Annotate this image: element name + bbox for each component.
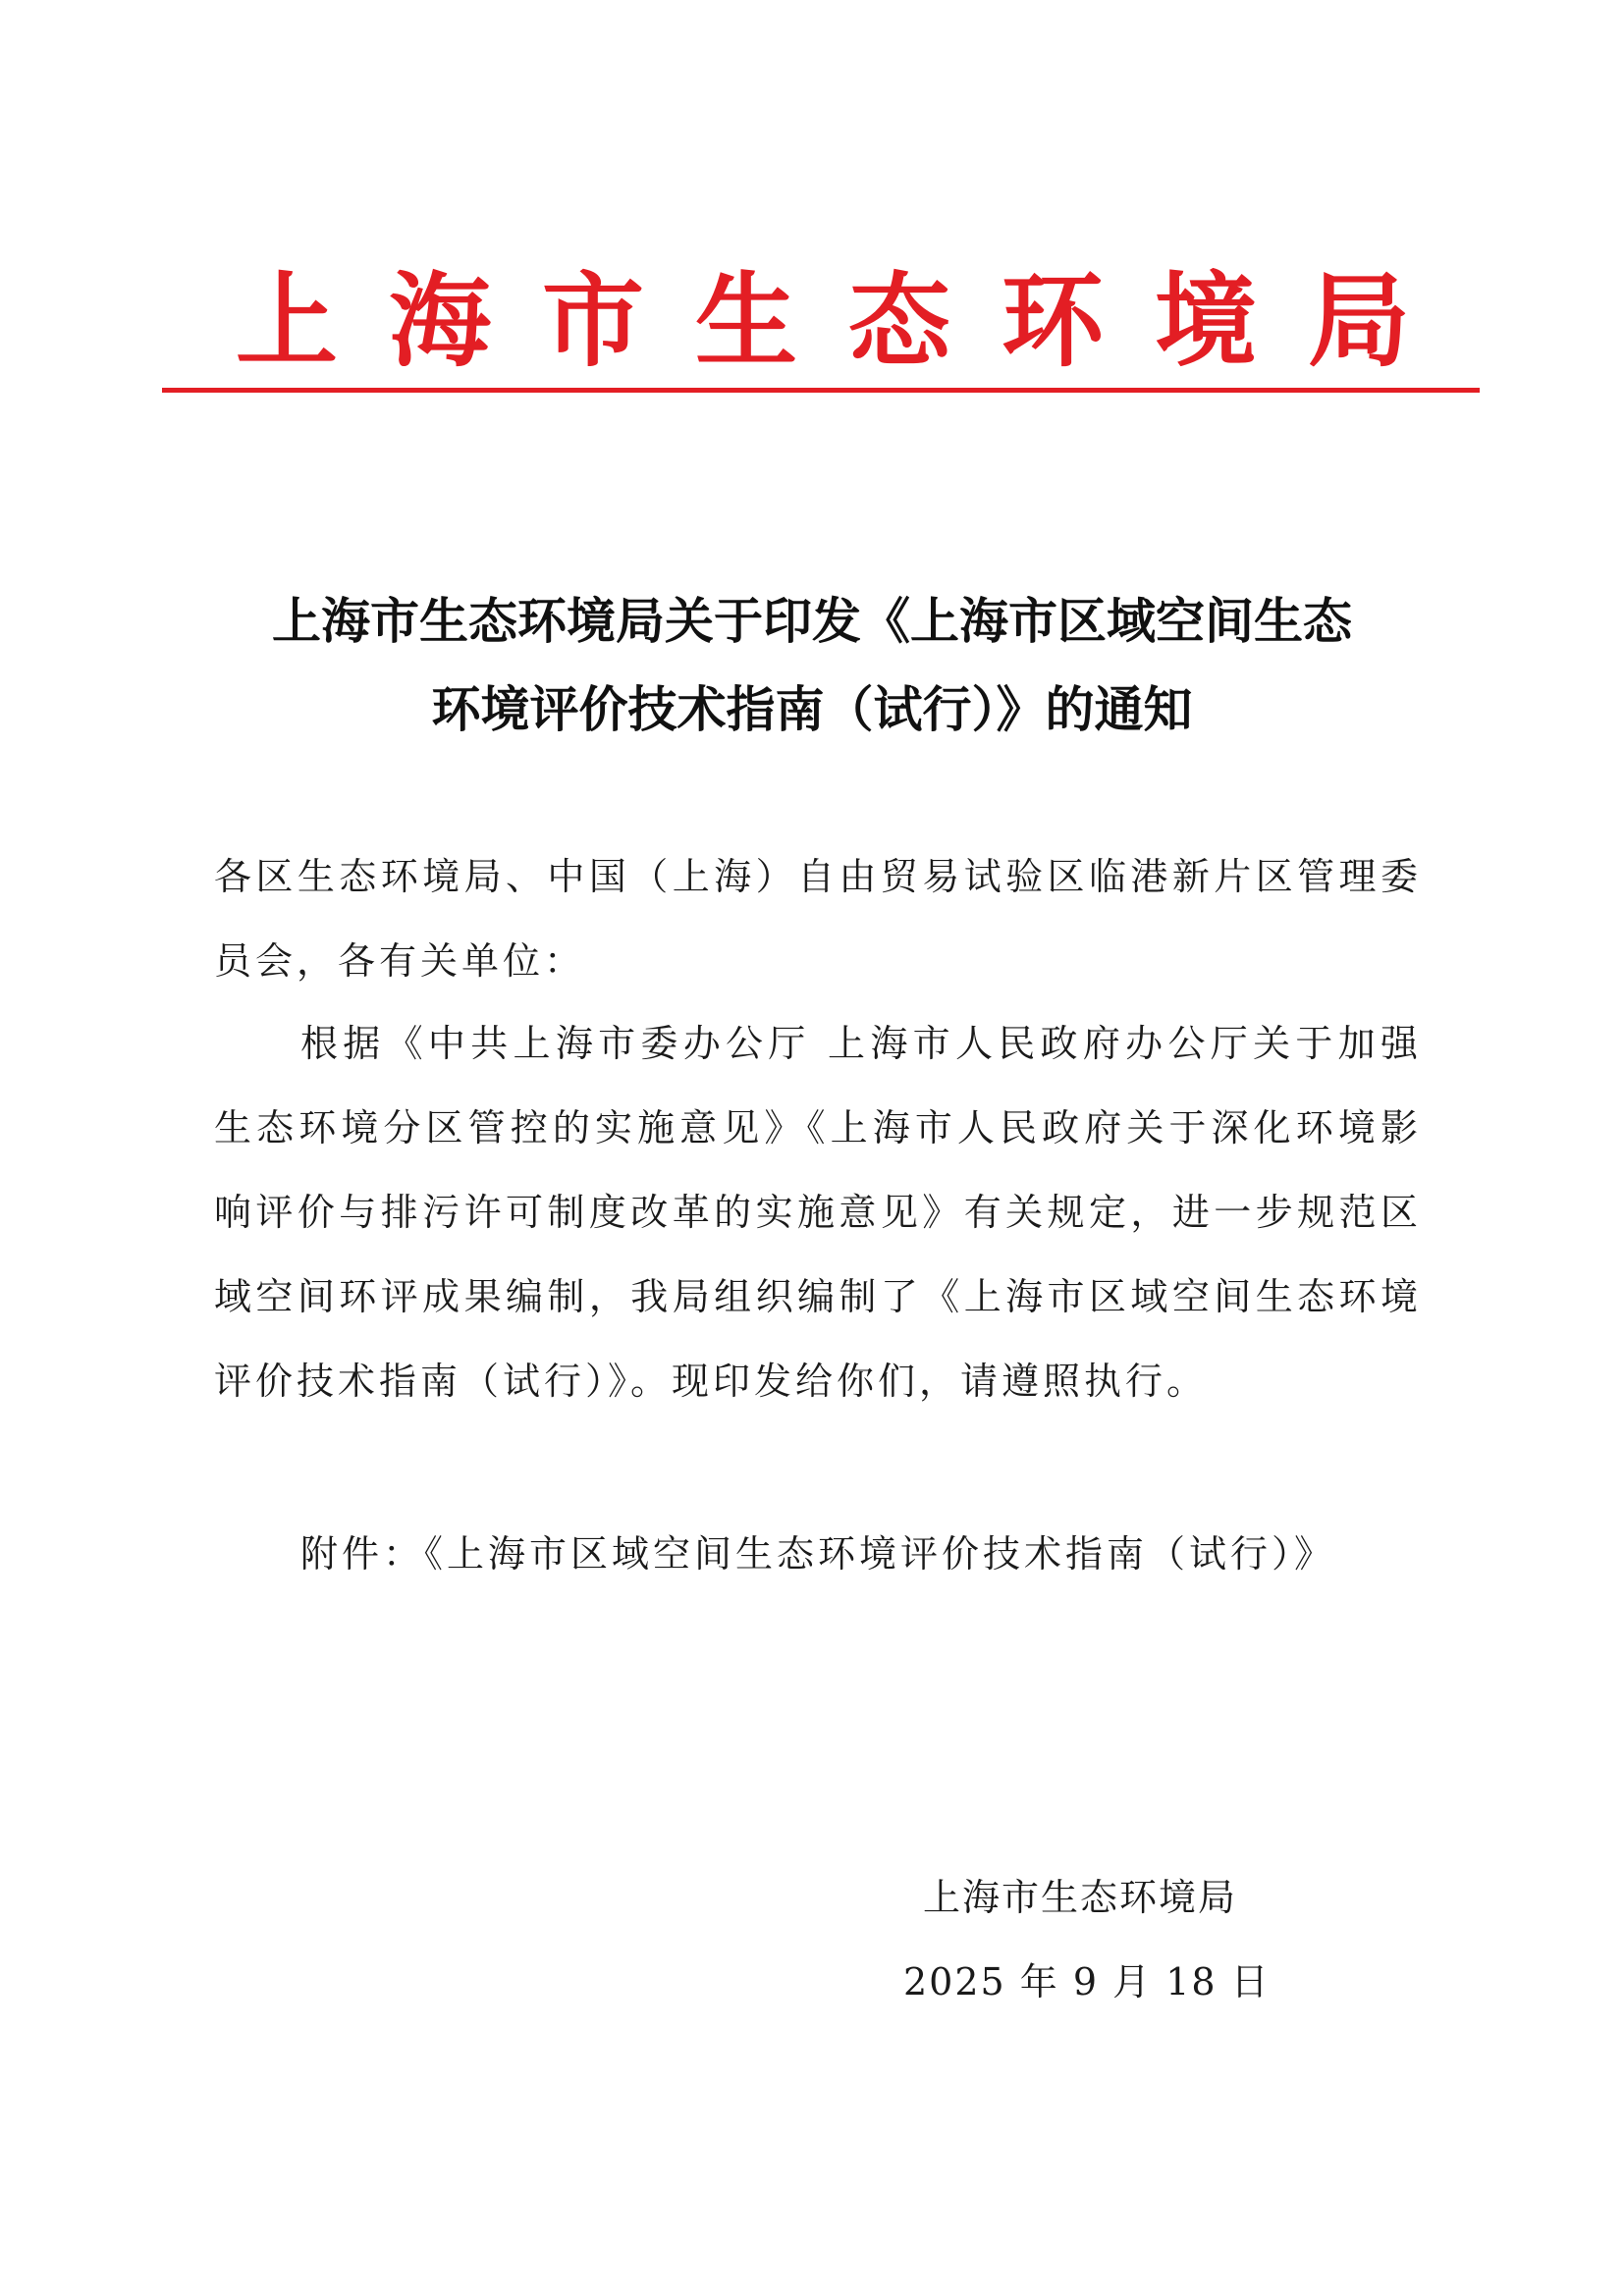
title-line-1: 上海市生态环境局关于印发《上海市区域空间生态 [272,592,1352,650]
letterhead-divider [162,388,1480,393]
letterhead-title: 上海市生态环境局 [236,261,1462,381]
title-line-2: 环境评价技术指南（试行）》的通知 [431,680,1193,738]
signature-organization: 上海市生态环境局 [922,1876,1237,1919]
signature-date: 2025 年 9 月 18 日 [903,1960,1271,2003]
signature-block [903,1855,1271,2024]
document-title [196,577,1428,754]
salutation: 各区生态环境局、中国（上海）自由贸易试验区临港新片区管理委员会，各有关单位： [214,855,1422,983]
attachment-line: 附件：《上海市区域空间生态环境评价技术指南（试行）》 [300,1532,1336,1575]
body-paragraph: 根据《中共上海市委办公厅 上海市人民政府办公厅关于加强生态环境分区管控的实施意见》《上海市人民政府关于深化环境影响评价与排污许可制度改革的实施意见》有关规定，进一步规范区域空间环评成果编制，我局组织编制了《上海市区域空间生态环境评价技术指南（试行）》。现印发给你们，请遵照执行。 [214,1022,1422,1403]
